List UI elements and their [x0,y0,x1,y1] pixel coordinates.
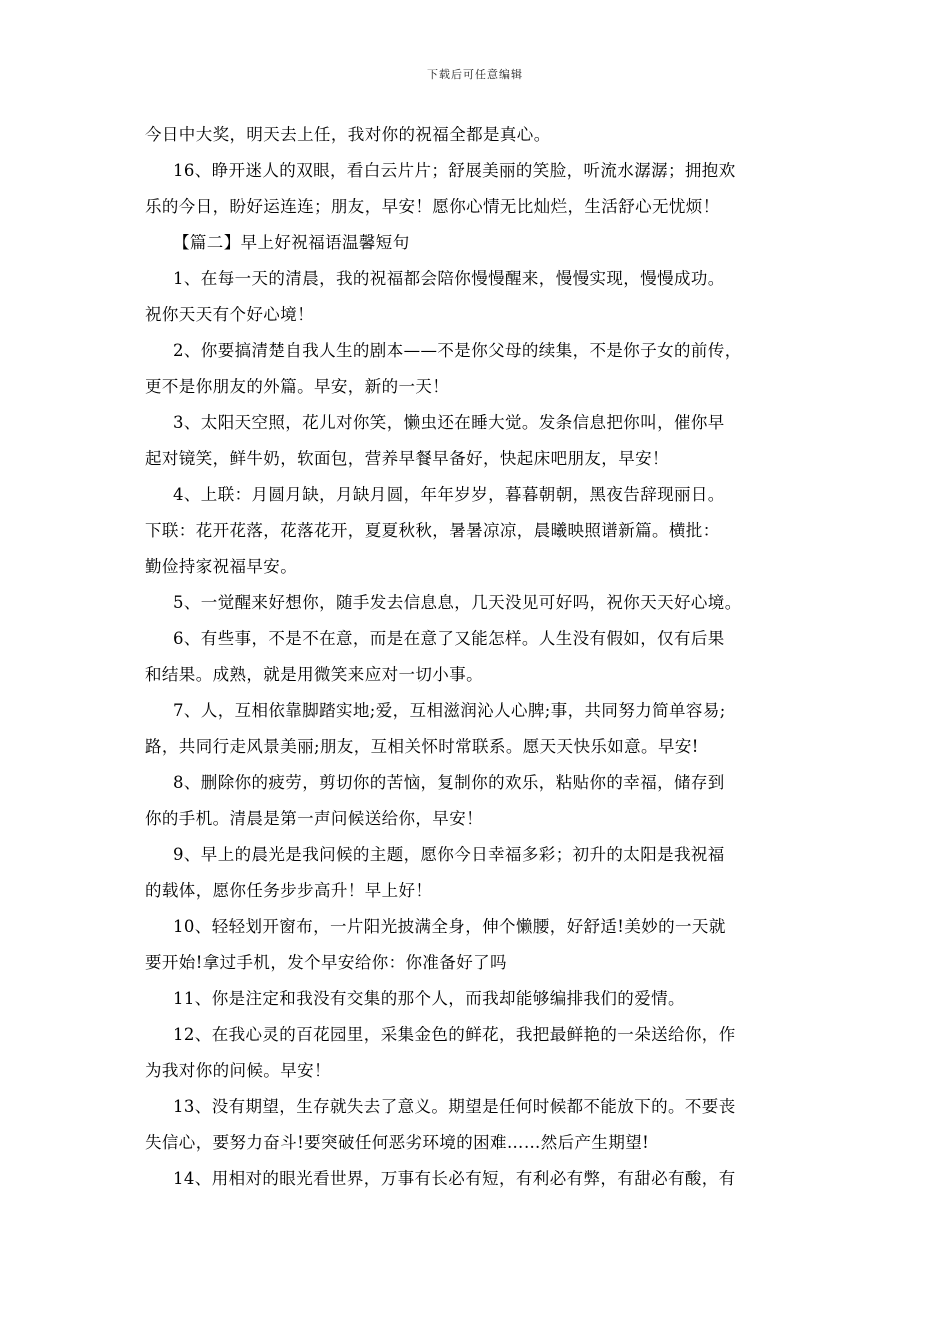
paragraph-line: 今日中大奖，明天去上任，我对你的祝福全都是真心。 [145,125,551,144]
paragraph-line: 和结果。成熟，就是用微笑来应对一切小事。 [145,665,483,684]
paragraph-line: 9、早上的晨光是我问候的主题，愿你今日幸福多彩；初升的太阳是我祝福 [173,845,725,864]
paragraph-line: 你的手机。清晨是第一声问候送给你，早安！ [145,809,483,828]
paragraph-line: 13、没有期望，生存就失去了意义。期望是任何时候都不能放下的。不要丧 [173,1097,736,1116]
paragraph-line: 5、一觉醒来好想你，随手发去信息息，几天没见可好吗，祝你天天好心境。 [173,593,742,612]
paragraph-line: 14、用相对的眼光看世界，万事有长必有短，有利必有弊，有甜必有酸，有 [173,1169,736,1188]
paragraph-line: 要开始!拿过手机，发个早安给你：你准备好了吗 [145,953,507,972]
paragraph-line: 下联：花开花落，花落花开，夏夏秋秋，暑暑凉凉，晨曦映照谱新篇。横批： [145,521,720,540]
paragraph-line: 4、上联：月圆月缺，月缺月圆，年年岁岁，暮暮朝朝，黑夜告辞现丽日。 [173,485,725,504]
paragraph-line: 路，共同行走风景美丽;朋友，互相关怀时常联系。愿天天快乐如意。早安! [145,737,699,756]
paragraph-line: 16、睁开迷人的双眼，看白云片片；舒展美丽的笑脸，听流水潺潺；拥抱欢 [173,161,736,180]
paragraph-line: 起对镜笑，鲜牛奶，软面包，营养早餐早备好，快起床吧朋友，早安！ [145,449,669,468]
paragraph-line: 祝你天天有个好心境！ [145,305,314,324]
paragraph-line: 2、你要搞清楚自我人生的剧本——不是你父母的续集，不是你子女的前传， [173,341,742,360]
paragraph-line: 为我对你的问候。早安！ [145,1061,331,1080]
paragraph-line: 的载体，愿你任务步步高升！早上好！ [145,881,433,900]
section-heading: 【篇二】早上好祝福语温馨短句 [173,233,410,252]
paragraph-line: 11、你是注定和我没有交集的那个人，而我却能够编排我们的爱情。 [173,989,685,1008]
page-header-note: 下载后可任意编辑 [427,68,523,81]
paragraph-line: 失信心，要努力奋斗!要突破任何恶劣环境的困难……然后产生期望! [145,1133,650,1152]
paragraph-line: 12、在我心灵的百花园里，采集金色的鲜花，我把最鲜艳的一朵送给你，作 [173,1025,736,1044]
paragraph-line: 1、在每一天的清晨，我的祝福都会陪你慢慢醒来，慢慢实现，慢慢成功。 [173,269,725,288]
paragraph-line: 10、轻轻划开窗布，一片阳光披满全身，伸个懒腰，好舒适!美妙的一天就 [173,917,726,936]
document-body [145,117,813,1197]
paragraph-line: 乐的今日，盼好运连连；朋友，早安！愿你心情无比灿烂，生活舒心无忧烦！ [145,197,720,216]
paragraph-line: 勤俭持家祝福早安。 [145,557,298,576]
paragraph-line: 3、太阳天空照，花儿对你笑，懒虫还在睡大觉。发条信息把你叫，催你早 [173,413,725,432]
paragraph-line: 7、人，互相依靠脚踏实地;爱，互相滋润沁人心脾;事，共同努力简单容易; [173,701,726,720]
paragraph-line: 更不是你朋友的外篇。早安，新的一天！ [145,377,450,396]
paragraph-line: 6、有些事，不是不在意，而是在意了又能怎样。人生没有假如，仅有后果 [173,629,725,648]
paragraph-line: 8、删除你的疲劳，剪切你的苦恼，复制你的欢乐，粘贴你的幸福，储存到 [173,773,725,792]
